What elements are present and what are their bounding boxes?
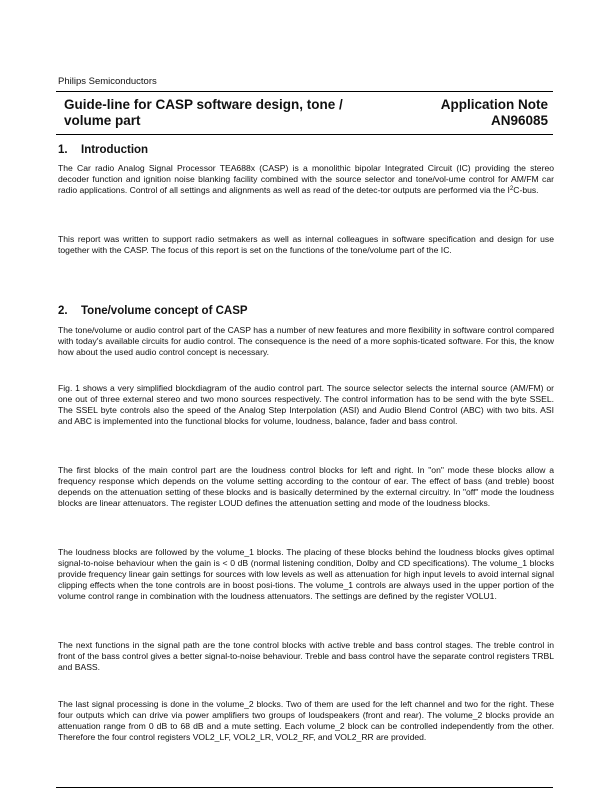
section-title: Tone/volume concept of CASP [81, 305, 248, 317]
paragraph-intro-2: This report was written to support radio setmakers as well as internal colleagues in software specification and design for use together with the CASP. The focus of this report is set on the functions of the tone/volume part of the IC. [58, 234, 554, 255]
title-rule [56, 134, 553, 135]
doc-number: AN96085 [490, 113, 548, 128]
paragraph-concept-5: The next functions in the signal path are the tone control blocks with active treble and bass control stages. The treble control in front of the bass control gives a better signal-to-noise behaviour. Treble and bass control have the separate control registers TRBL and BASS. [58, 640, 554, 672]
section-title: Introduction [81, 144, 149, 156]
section-heading-tone-volume [58, 305, 248, 317]
company-name: Philips Semiconductors [58, 76, 157, 87]
document-type [441, 97, 548, 129]
paragraph-intro-1 [58, 163, 554, 196]
superscript: 2 [509, 186, 514, 192]
intro-text-b: C-bus. [513, 185, 539, 195]
header-rule [56, 91, 553, 92]
paragraph-concept-1: The tone/volume or audio control part of the CASP has a number of new features and more flexibility in software control compared with today's available circuits for audio control. The consequence is the need of a more sophis-ticated software. For this, the know how about the used audio control concept is necessary. [58, 325, 554, 357]
section-heading-introduction [58, 144, 148, 156]
intro-text-a: The Car radio Analog Signal Processor TEA688x (CASP) is a monolithic bipolar Integrated Circuit (IC) providing the stereo decoder function and ignition noise blanking facility combined with the source selector and tone/vol-ume control for AM/FM car radio applications. Control of all settings and alignments as well as read of the detec-tor outputs are performed via the I [58, 163, 554, 195]
section-number: 2. [58, 305, 68, 317]
paragraph-concept-6: The last signal processing is done in the volume_2 blocks. Two of them are used for the left channel and two for the right. These four outputs which can drive via power amplifiers two groups of loudspeakers (front and rear). The volume_2 blocks provide an attenuation range from 0 dB to 68 dB and a mute setting. Each volume_2 block can be controlled independently from the other. Therefore the four control registers VOL2_LF, VOL2_LR, VOL2_RF, and VOL2_RR are provided. [58, 699, 554, 742]
section-number: 1. [58, 144, 68, 156]
title-line-1: Guide-line for CASP software design, tone / [64, 97, 343, 112]
document-title [64, 97, 384, 129]
paragraph-concept-3: The first blocks of the main control part are the loudness control blocks for left and right. In "on" mode these blocks allow a frequency response which depends on the volume setting according to the contour of ear. The effect of bass (and treble) boost depends on the attenuation setting of these blocks and is basically determined by the external circuitry. In "off" mode the loudness blocks are linear attenuators. The register LOUD defines the attenuation setting and mode of the loudness blocks. [58, 465, 554, 508]
footer-rule [56, 787, 553, 788]
doc-type-label: Application Note [440, 97, 548, 112]
paragraph-concept-4: The loudness blocks are followed by the volume_1 blocks. The placing of these blocks behind the loudness blocks gives optimal signal-to-noise behaviour when the gain is < 0 dB (normal listening condition, Dolby and CD specifications). The volume_1 blocks provide frequency linear gain settings for sources with low levels as well as attenuation for high input levels to avoid internal signal clipping effects when the tone controls are in boost posi-tions. The volume_1 controls are always used in the upper portion of the volume control range in combination with the loudness attenuators. The settings are defined by the register VOLU1. [58, 547, 554, 601]
paragraph-concept-2: Fig. 1 shows a very simplified blockdiagram of the audio control part. The source selector selects the internal source (AM/FM) or one out of three external stereo and two mono sources respectively. The control information has to be send with the byte SSEL. The SSEL byte controls also the speed of the Analog Step Interpolation (ASI) and Audio Blend Control (ABC) with two bits. ASI and ABC is implemented into the functional blocks for volume, loudness, balance, fader and bass control. [58, 383, 554, 426]
title-line-2: volume part [64, 113, 141, 128]
